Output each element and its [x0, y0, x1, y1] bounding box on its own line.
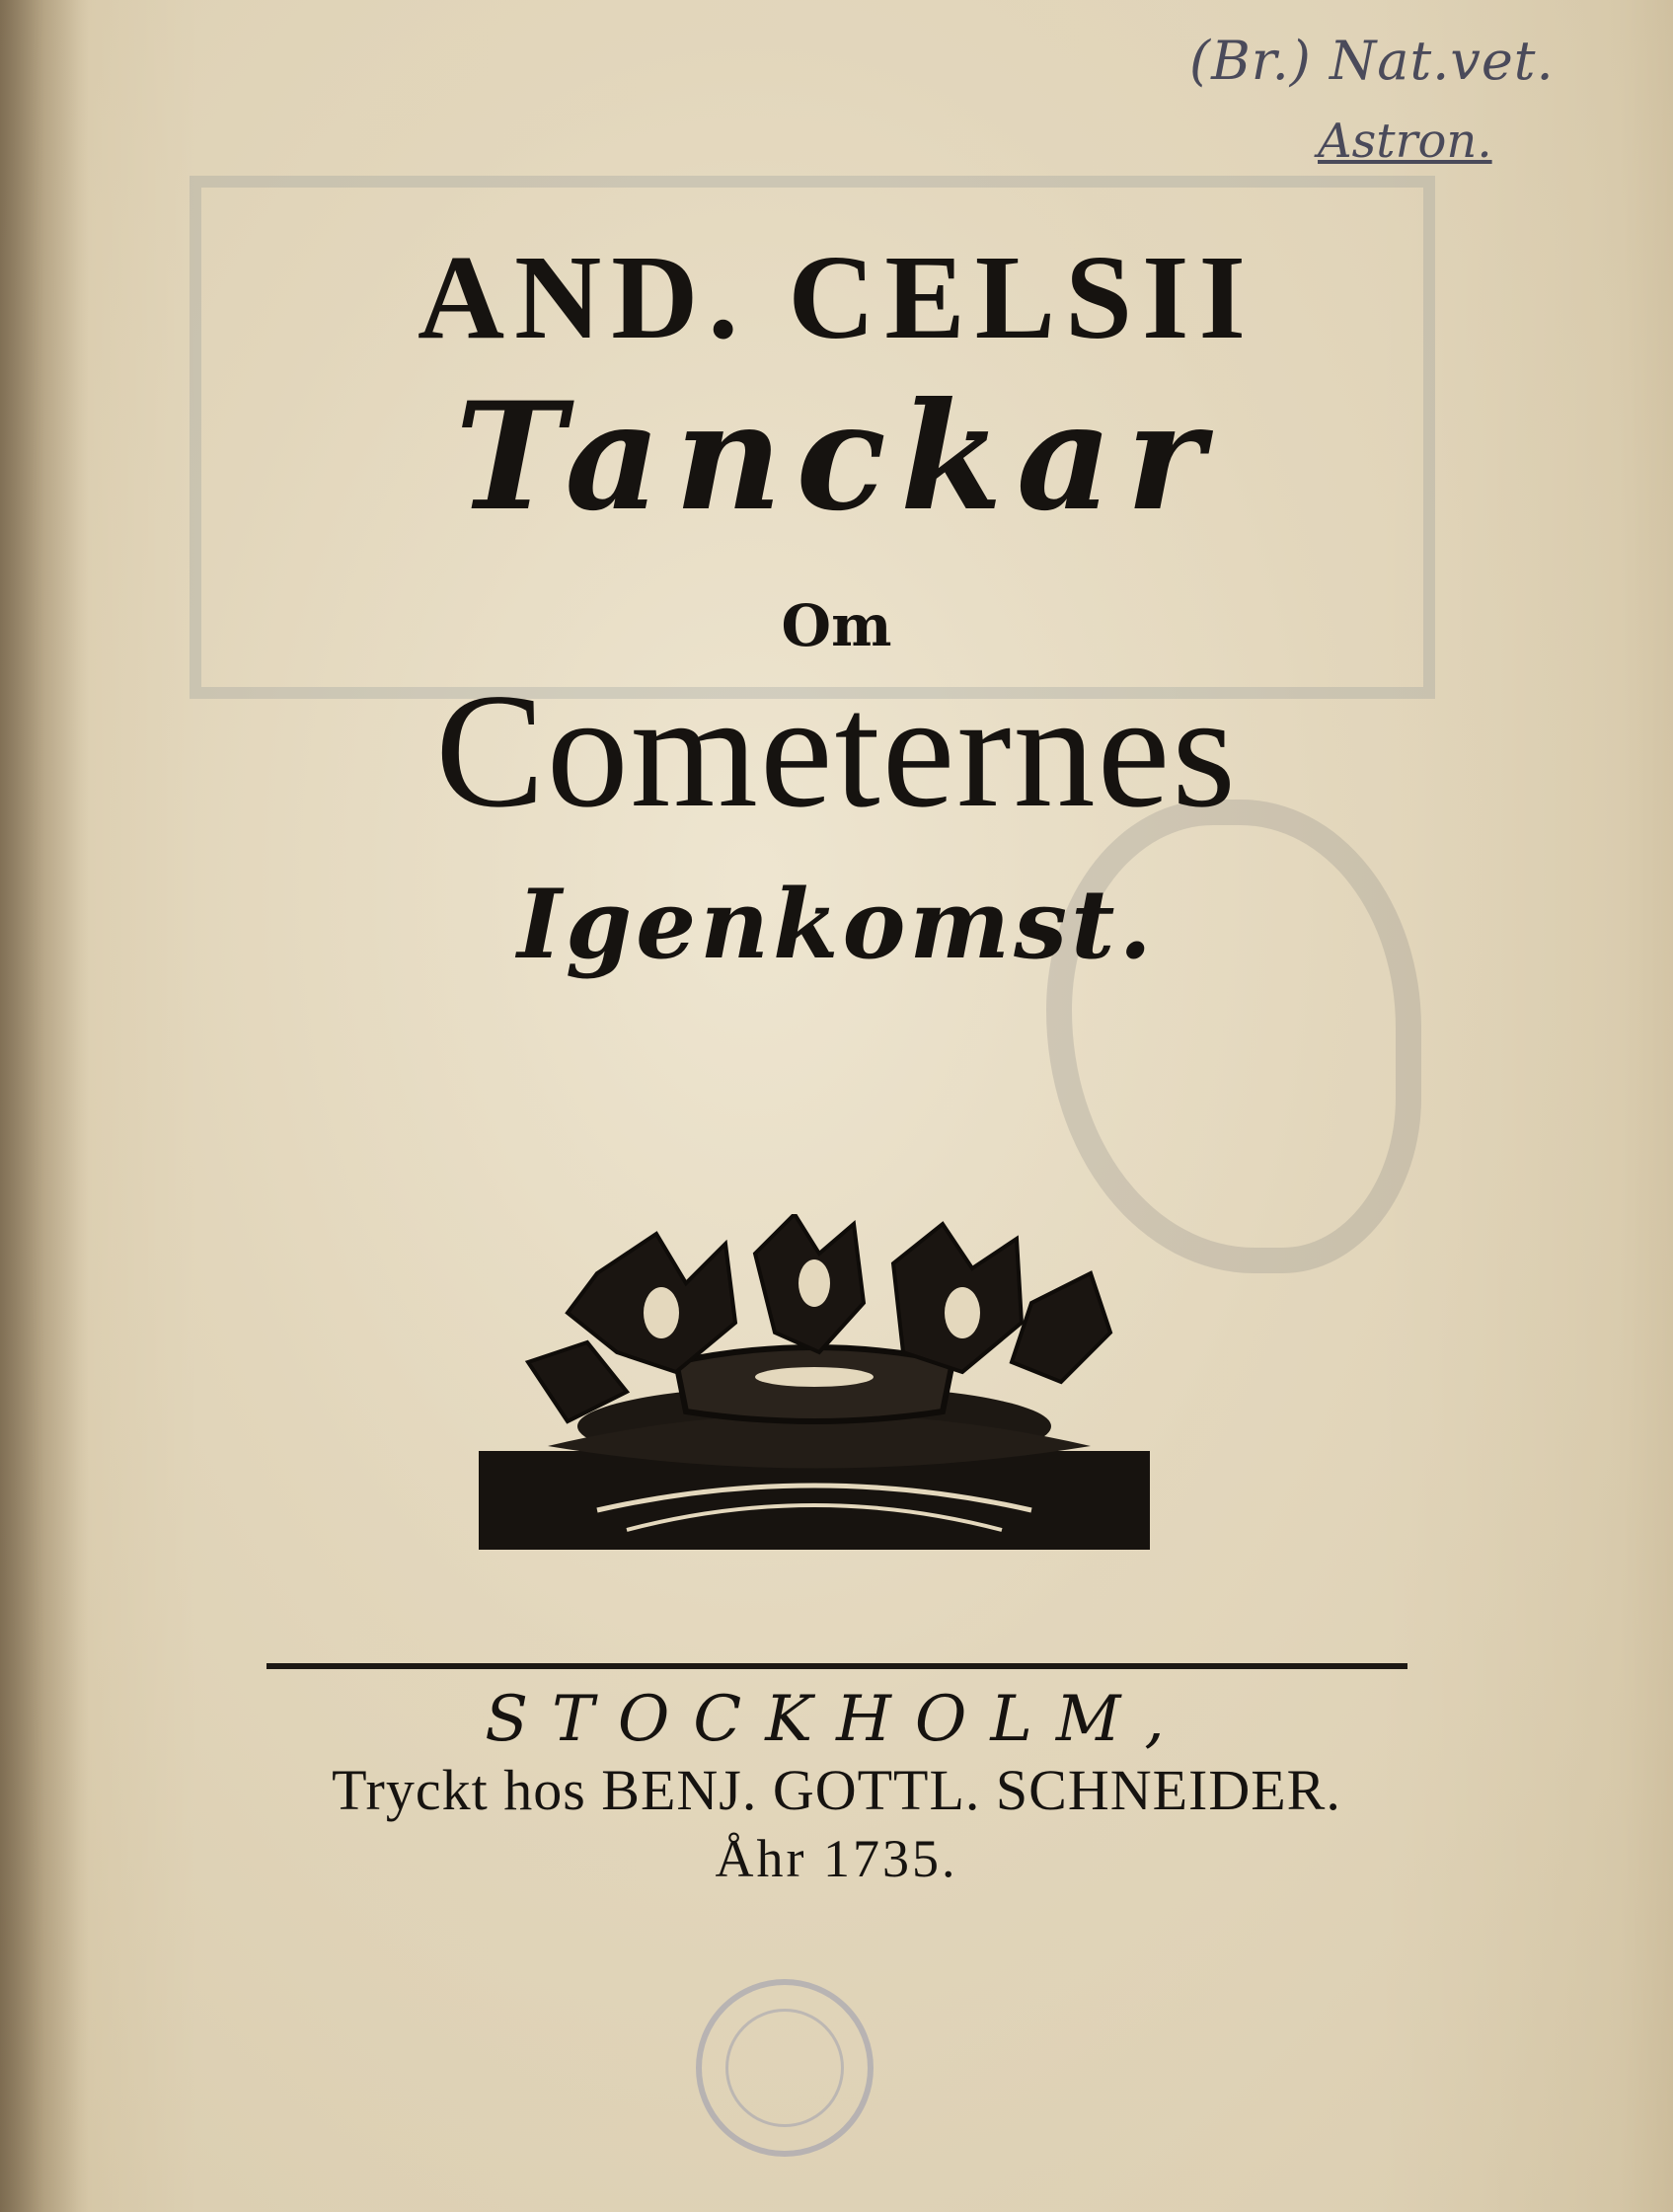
woodcut-flower-basket-icon	[479, 1214, 1160, 1550]
imprint-printer: Tryckt hos BENJ. GOTTL. SCHNEIDER.	[332, 1758, 1341, 1822]
author-name: AND. CELSII	[418, 231, 1255, 364]
title-word-cometernes: Cometernes	[435, 659, 1238, 841]
stamp-inner-ring	[725, 2009, 844, 2127]
shelfmark-annotation-2: Astron.	[1318, 114, 1492, 169]
imprint-city: STOCKHOLM,	[485, 1683, 1188, 1756]
title-word-tanckar: Tanckar	[455, 370, 1218, 544]
library-stamp-icon	[696, 1979, 874, 2157]
title-word-om: Om	[781, 592, 892, 659]
imprint-rule	[266, 1663, 1407, 1669]
shelfmark-annotation: (Br.) Nat.vet.	[1189, 30, 1555, 92]
imprint-year: Åhr 1735.	[715, 1829, 958, 1888]
title-word-igenkomst: Igenkomst.	[517, 869, 1156, 980]
